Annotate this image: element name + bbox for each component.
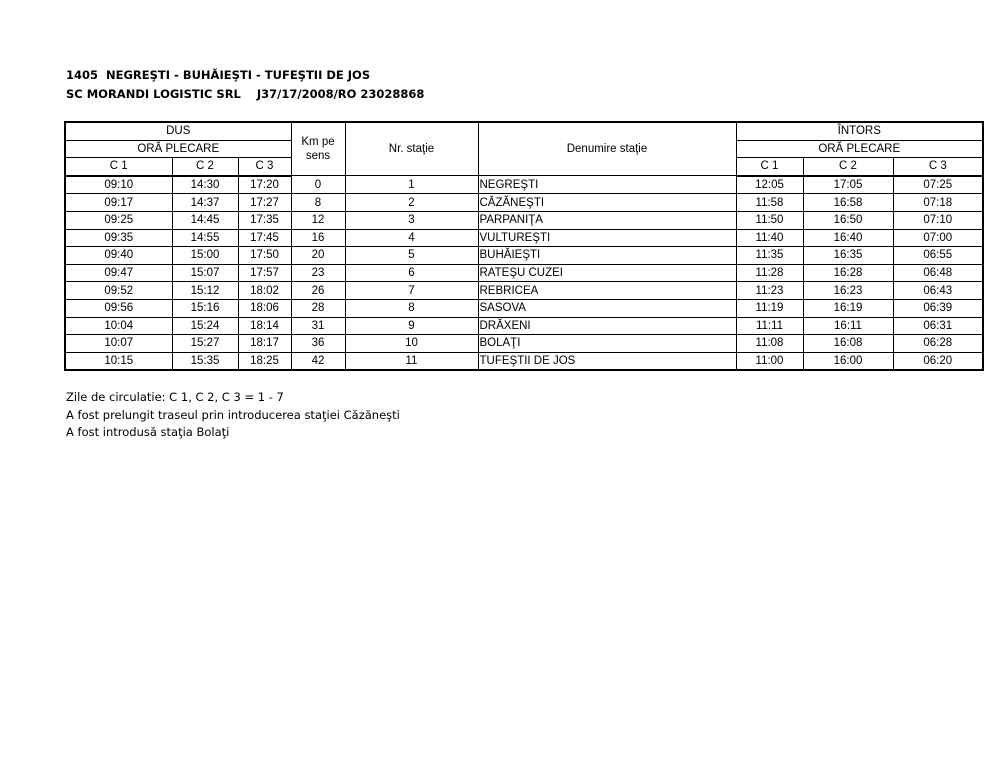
dus-c2-cell: 14:55 [172, 229, 238, 247]
km-cell: 12 [291, 211, 345, 229]
km-cell: 16 [291, 229, 345, 247]
table-row [65, 211, 983, 229]
table-row [65, 176, 983, 194]
dus-c1-cell: 09:10 [65, 176, 172, 194]
station-name-cell: TUFEŞTII DE JOS [478, 352, 736, 370]
intors-c2-cell: 16:08 [803, 335, 893, 353]
dus-c2-cell: 14:30 [172, 176, 238, 194]
table-row [65, 247, 983, 265]
dus-c2-cell: 14:45 [172, 211, 238, 229]
intors-c2-cell: 16:19 [803, 299, 893, 317]
dus-c3-header: C 3 [238, 158, 291, 176]
notes [66, 389, 400, 442]
nr-statie-cell: 3 [345, 211, 478, 229]
dus-c2-cell: 15:16 [172, 299, 238, 317]
station-name-cell: SASOVA [478, 299, 736, 317]
intors-header: ÎNTORS [736, 122, 983, 140]
table-row [65, 229, 983, 247]
route-title: 1405 NEGREŞTI - BUHĂIEŞTI - TUFEŞTII DE JOS [66, 68, 371, 82]
nr-statie-header: Nr. staţie [345, 122, 478, 176]
dus-c1-cell: 09:52 [65, 282, 172, 300]
station-name-cell: REBRICEA [478, 282, 736, 300]
dus-c3-cell: 17:50 [238, 247, 291, 265]
dus-c2-cell: 15:27 [172, 335, 238, 353]
dus-ora-plecare-header: ORĂ PLECARE [65, 140, 291, 158]
station-name-cell: PARPANIŢA [478, 211, 736, 229]
station-added-note: A fost introdusă staţia Bolaţi [66, 425, 230, 439]
dus-c1-cell: 10:07 [65, 335, 172, 353]
dus-c1-cell: 09:56 [65, 299, 172, 317]
nr-statie-cell: 9 [345, 317, 478, 335]
nr-statie-cell: 11 [345, 352, 478, 370]
km-cell: 28 [291, 299, 345, 317]
intors-c3-cell: 06:28 [893, 335, 983, 353]
km-cell: 8 [291, 194, 345, 212]
km-cell: 42 [291, 352, 345, 370]
schedule-table [64, 121, 984, 371]
table-row [65, 299, 983, 317]
table-row [65, 335, 983, 353]
km-cell: 20 [291, 247, 345, 265]
intors-c3-cell: 07:00 [893, 229, 983, 247]
km-cell: 23 [291, 264, 345, 282]
intors-c2-cell: 16:28 [803, 264, 893, 282]
dus-header: DUS [65, 122, 291, 140]
nr-statie-cell: 7 [345, 282, 478, 300]
intors-c1-cell: 11:11 [736, 317, 803, 335]
intors-c1-cell: 11:08 [736, 335, 803, 353]
intors-c2-cell: 16:00 [803, 352, 893, 370]
dus-c2-cell: 15:00 [172, 247, 238, 265]
nr-statie-cell: 8 [345, 299, 478, 317]
table-row [65, 194, 983, 212]
operator-info: SC MORANDI LOGISTIC SRL J37/17/2008/RO 23028868 [66, 87, 425, 101]
dus-c2-cell: 15:12 [172, 282, 238, 300]
dus-c3-cell: 17:35 [238, 211, 291, 229]
intors-c3-cell: 06:39 [893, 299, 983, 317]
dus-c1-cell: 09:47 [65, 264, 172, 282]
intors-c2-cell: 16:11 [803, 317, 893, 335]
dus-c1-cell: 09:25 [65, 211, 172, 229]
km-cell: 0 [291, 176, 345, 194]
intors-c3-cell: 07:10 [893, 211, 983, 229]
km-cell: 31 [291, 317, 345, 335]
dus-c2-header: C 2 [172, 158, 238, 176]
dus-c3-cell: 18:17 [238, 335, 291, 353]
dus-c1-cell: 10:04 [65, 317, 172, 335]
km-header: Km pe sens [291, 122, 345, 176]
intors-c3-cell: 07:18 [893, 194, 983, 212]
table-row [65, 264, 983, 282]
intors-c3-header: C 3 [893, 158, 983, 176]
dus-c3-cell: 17:45 [238, 229, 291, 247]
station-name-cell: BUHĂIEŞTI [478, 247, 736, 265]
table-row [65, 282, 983, 300]
station-name-cell: CĂZĂNEŞTI [478, 194, 736, 212]
intors-c2-header: C 2 [803, 158, 893, 176]
table-header [65, 122, 983, 176]
dus-c1-header: C 1 [65, 158, 172, 176]
dus-c3-cell: 18:14 [238, 317, 291, 335]
station-name-cell: RATEŞU CUZEI [478, 264, 736, 282]
intors-c3-cell: 06:20 [893, 352, 983, 370]
intors-ora-plecare-header: ORĂ PLECARE [736, 140, 983, 158]
km-cell: 36 [291, 335, 345, 353]
dus-c3-cell: 17:27 [238, 194, 291, 212]
dus-c1-cell: 09:17 [65, 194, 172, 212]
dus-c2-cell: 15:07 [172, 264, 238, 282]
intors-c1-cell: 11:40 [736, 229, 803, 247]
intors-c2-cell: 16:40 [803, 229, 893, 247]
intors-c1-cell: 11:28 [736, 264, 803, 282]
intors-c2-cell: 17:05 [803, 176, 893, 194]
dus-c2-cell: 15:24 [172, 317, 238, 335]
table-row [65, 317, 983, 335]
dus-c2-cell: 14:37 [172, 194, 238, 212]
denumire-statie-header: Denumire staţie [478, 122, 736, 176]
station-name-cell: NEGREŞTI [478, 176, 736, 194]
dus-c1-cell: 09:40 [65, 247, 172, 265]
nr-statie-cell: 10 [345, 335, 478, 353]
intors-c3-cell: 06:31 [893, 317, 983, 335]
intors-c3-cell: 06:48 [893, 264, 983, 282]
intors-c3-cell: 06:43 [893, 282, 983, 300]
intors-c2-cell: 16:58 [803, 194, 893, 212]
intors-c3-cell: 07:25 [893, 176, 983, 194]
station-name-cell: VULTUREŞTI [478, 229, 736, 247]
nr-statie-cell: 1 [345, 176, 478, 194]
nr-statie-cell: 2 [345, 194, 478, 212]
intors-c3-cell: 06:55 [893, 247, 983, 265]
dus-c1-cell: 09:35 [65, 229, 172, 247]
intors-c2-cell: 16:35 [803, 247, 893, 265]
dus-c3-cell: 18:25 [238, 352, 291, 370]
table-body [65, 176, 983, 371]
route-extension-note: A fost prelungit traseul prin introducerea staţiei Căzăneşti [66, 407, 400, 422]
dus-c2-cell: 15:35 [172, 352, 238, 370]
station-name-cell: BOLAŢI [478, 335, 736, 353]
intors-c2-cell: 16:23 [803, 282, 893, 300]
intors-c2-cell: 16:50 [803, 211, 893, 229]
intors-c1-cell: 11:23 [736, 282, 803, 300]
dus-c3-cell: 18:02 [238, 282, 291, 300]
intors-c1-cell: 11:58 [736, 194, 803, 212]
intors-c1-cell: 11:00 [736, 352, 803, 370]
circulation-days-note: Zile de circulatie: C 1, C 2, C 3 = 1 - 7 [66, 390, 284, 404]
intors-c1-cell: 11:19 [736, 299, 803, 317]
station-name-cell: DRĂXENI [478, 317, 736, 335]
intors-c1-cell: 12:05 [736, 176, 803, 194]
intors-c1-cell: 11:35 [736, 247, 803, 265]
dus-c3-cell: 17:57 [238, 264, 291, 282]
nr-statie-cell: 5 [345, 247, 478, 265]
intors-c1-cell: 11:50 [736, 211, 803, 229]
nr-statie-cell: 4 [345, 229, 478, 247]
km-cell: 26 [291, 282, 345, 300]
nr-statie-cell: 6 [345, 264, 478, 282]
intors-c1-header: C 1 [736, 158, 803, 176]
dus-c3-cell: 17:20 [238, 176, 291, 194]
dus-c3-cell: 18:06 [238, 299, 291, 317]
table-row [65, 352, 983, 370]
dus-c1-cell: 10:15 [65, 352, 172, 370]
